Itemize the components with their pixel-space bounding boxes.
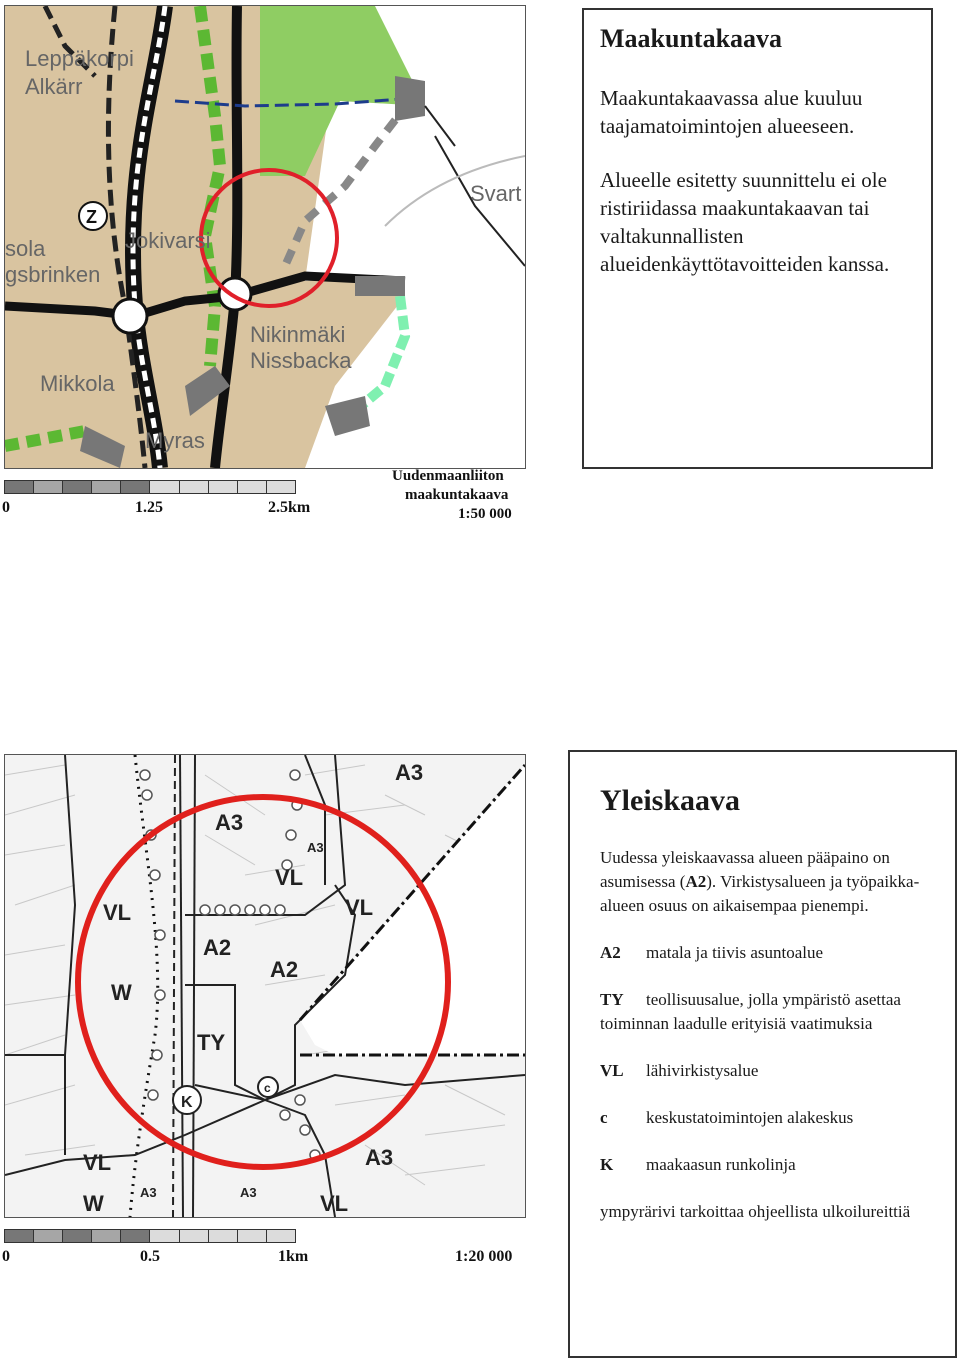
zone-label: A3 xyxy=(140,1185,157,1200)
scale-tick: 0 xyxy=(2,499,10,516)
zone-label: VL xyxy=(320,1191,349,1216)
zone-label: A3 xyxy=(365,1145,394,1170)
zone-description: maakaasun runkolinja xyxy=(646,1155,796,1174)
zone-label: A2 xyxy=(270,957,299,982)
map-source-caption: maakuntakaava xyxy=(405,487,509,503)
place-label: Nikinmäki xyxy=(250,322,346,347)
map-scale-ratio: 1:20 000 xyxy=(455,1248,513,1265)
definition-row xyxy=(600,941,925,965)
regional-plan-map xyxy=(4,5,526,469)
paragraph: Alueelle esitetty suunnittelu ei ole ristiriidassa maakuntakaavan tai valtakunnallisten alueidenkäyttötavoitteiden kanssa. xyxy=(600,168,890,276)
zone-label: A3 xyxy=(307,840,324,855)
place-label: Nissbacka xyxy=(250,348,352,373)
zone-label: A3 xyxy=(215,810,244,835)
zone-code: A2 xyxy=(600,943,621,962)
scale-tick: 1km xyxy=(278,1248,309,1265)
regional-plan-info-box xyxy=(582,8,933,469)
zone-code: VL xyxy=(600,1061,624,1080)
zone-label: TY xyxy=(197,1030,226,1055)
master-plan-map xyxy=(4,754,526,1218)
zone-label: VL xyxy=(83,1150,112,1175)
place-label: Myras xyxy=(145,428,205,453)
zone-code: TY xyxy=(600,990,624,1009)
zone-description: keskustatoimintojen alakeskus xyxy=(646,1108,854,1127)
place-label: gsbrinken xyxy=(5,262,101,287)
zone-code: c xyxy=(600,1108,608,1127)
scale-tick: 0 xyxy=(2,1248,10,1265)
zone-label: K xyxy=(181,1094,193,1111)
zone-label: A3 xyxy=(395,760,424,785)
footer-note: ympyrärivi tarkoittaa ohjeellista ulkoilureittiä xyxy=(600,1202,911,1221)
place-label: Svart xyxy=(470,181,522,206)
place-label: Mikkola xyxy=(40,371,115,396)
z-symbol-label: Z xyxy=(86,207,97,227)
section-title: Maakuntakaava xyxy=(600,24,783,53)
place-label: Jokivarsi xyxy=(125,228,211,253)
definition-row xyxy=(600,988,925,1036)
master-plan-info-box xyxy=(568,750,957,1358)
zone-code: K xyxy=(600,1155,614,1174)
zone-label: W xyxy=(111,980,132,1005)
zone-label: W xyxy=(83,1191,104,1216)
junction-marker xyxy=(113,299,147,333)
section-title: Yleiskaava xyxy=(600,784,741,817)
paragraph: Maakuntakaavassa alue kuuluu taajamatoimintojen alueeseen. xyxy=(600,86,863,138)
place-label: Alkärr xyxy=(25,74,83,99)
zone-label: VL xyxy=(103,900,132,925)
zone-description: teollisuusalue, jolla ympäristö asettaa toiminnan laadulle erityisiä vaatimuksia xyxy=(600,990,901,1033)
definition-row xyxy=(600,1106,925,1130)
scale-tick: 1.25 xyxy=(135,499,163,516)
scale-tick: 0.5 xyxy=(140,1248,160,1265)
junction-marker xyxy=(219,278,251,310)
definition-row xyxy=(600,1059,925,1083)
map-source-caption: Uudenmaanliiton xyxy=(392,468,504,484)
zone-label: VL xyxy=(275,865,304,890)
scale-bar xyxy=(4,1229,296,1243)
zone-description: matala ja tiivis asuntoalue xyxy=(646,943,824,962)
zone-description: lähivirkistysalue xyxy=(646,1061,759,1080)
zone-label: VL xyxy=(345,895,374,920)
zone-label: A2 xyxy=(203,935,232,960)
zone-label: c xyxy=(264,1081,271,1095)
place-label: sola xyxy=(5,236,46,261)
place-label: Leppäkorpi xyxy=(25,46,134,71)
scale-tick: 2.5km xyxy=(268,499,311,516)
map-scale-ratio: 1:50 000 xyxy=(458,506,512,522)
paragraph: Uudessa yleiskaavassa alueen pääpaino on asumisessa (A2). Virkistysalueen ja työpaikka-alueen osuus on aikaisempaa pienempi. xyxy=(600,848,920,915)
scale-bar xyxy=(4,480,296,494)
zone-label: A3 xyxy=(240,1185,257,1200)
definition-row xyxy=(600,1153,925,1177)
